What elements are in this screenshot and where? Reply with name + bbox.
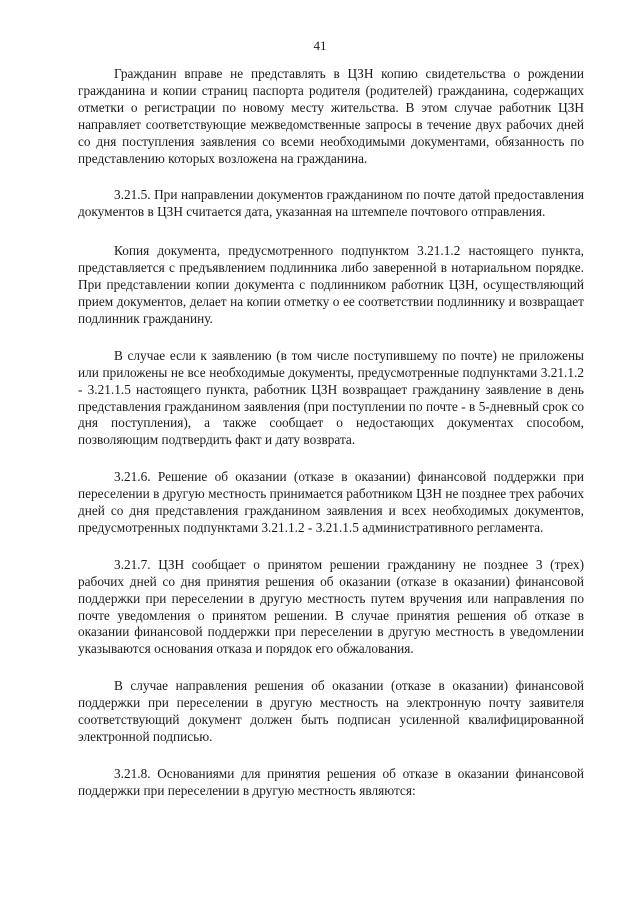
paragraph-3-21-6: 3.21.6. Решение об оказании (отказе в оказании) финансовой поддержки при переселении в другую местность принимается работником ЦЗН не позднее трех рабочих дней со дня представления гражданином заявления и всех необходимых документов, предусмотренных подпунктами 3.21.1.2 - 3.21.1.5 административного регламента.	[78, 469, 584, 535]
paragraph-3-21-5: 3.21.5. При направлении документов гражданином по почте датой предоставления документов в ЦЗН считается дата, указанная на штемпеле почтового отправления.	[78, 187, 584, 220]
paragraph-citizen-right: Гражданин вправе не представлять в ЦЗН копию свидетельства о рождении гражданина и копии страниц паспорта родителя (родителей) гражданина, содержащих отметки о регистрации по новому месту жительства. В этом случае работник ЦЗН направляет соответствующие межведомственные запросы в течение двух рабочих дней со дня поступления заявления со всеми необходимыми документами, обязанность по представлению которых возложена на гражданина.	[78, 66, 584, 166]
paragraph-3-21-8: 3.21.8. Основаниями для принятия решения об отказе в оказании финансовой поддержки при переселении в другую местность являются:	[78, 765, 584, 798]
document-body	[78, 66, 584, 800]
paragraph-document-copy: Копия документа, предусмотренного подпунктом 3.21.1.2 настоящего пункта, представляется с предъявлением подлинника либо заверенной в нотариальном порядке. При представлении копии документа с подлинником работник ЦЗН, осуществляющий прием документов, делает на копии отметку о ее соответствии подлиннику и возвращает подлинник гражданину.	[78, 243, 584, 326]
paragraph-electronic-notice: В случае направления решения об оказании (отказе в оказании) финансовой поддержки при переселении в другую местность на электронную почту заявителя соответствующий документ должен быть подписан усиленной квалифицированной электронной подписью.	[78, 678, 584, 744]
paragraph-3-21-7: 3.21.7. ЦЗН сообщает о принятом решении гражданину не позднее 3 (трех) рабочих дней со дня принятия решения об оказании (отказе в оказании) финансовой поддержки при переселении в другую местность путем вручения или направления по почте уведомления о принятом решении. В случае принятия решения об отказе в оказании финансовой поддержки при переселении в другую местность в уведомлении указываются основания отказа и порядок его обжалования.	[78, 556, 584, 657]
paragraph-missing-documents: В случае если к заявлению (в том числе поступившему по почте) не приложены или приложены не все необходимые документы, предусмотренные подпунктами 3.21.1.2 - 3.21.1.5 настоящего пункта, работник ЦЗН возвращает гражданину заявление в день представления гражданином заявления (при поступлении по почте - в 5-дневный срок со дня поступления), а также сообщает о недостающих документах способом, позволяющим подтвердить факт и дату возврата.	[78, 347, 584, 448]
page-number: 41	[313, 38, 327, 53]
